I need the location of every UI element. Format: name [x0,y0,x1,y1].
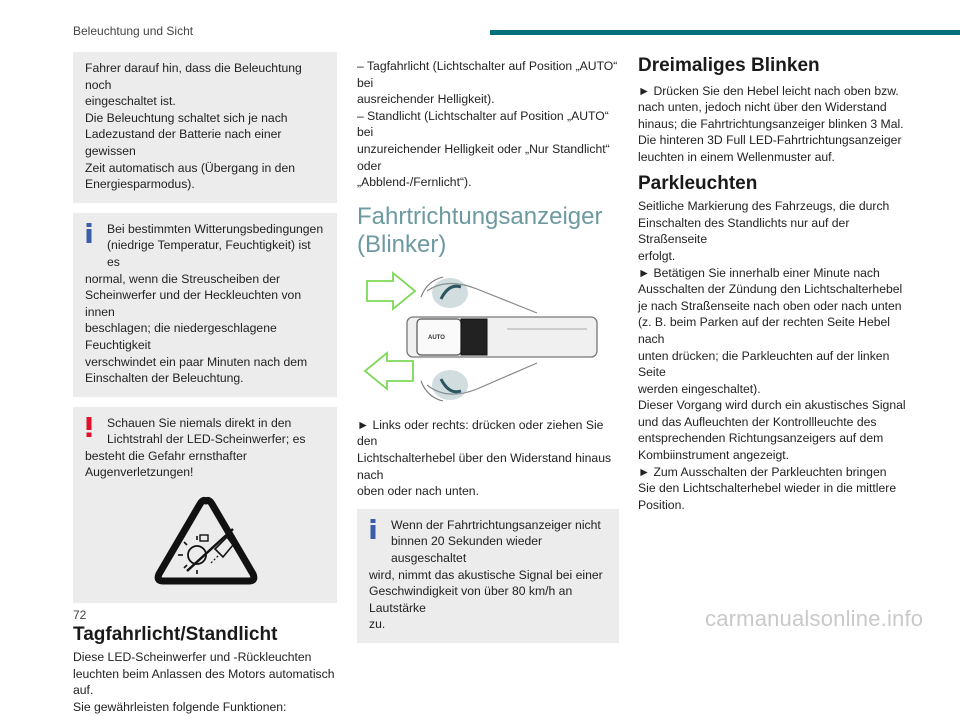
text-line: ► Links oder rechts: drücken oder ziehen Sie den [357,417,604,449]
info-box-humidity [73,213,337,397]
parking-lights-text [638,198,906,513]
text-line: Sie gewährleisten folgende Funktionen: [73,700,287,715]
light-stalk-figure [357,269,607,409]
rotate-down-indicator [432,370,468,400]
text-line: (niedrige Temperatur, Feuchtigkeit) ist es [107,238,311,269]
heading-turn-signals-line2: (Blinker) [357,230,447,258]
column-2 [357,58,619,643]
text-line: unzureichender Helligkeit oder „Nur Standlicht“ oder [357,141,610,173]
column-1 [73,52,337,716]
watermark: carmanualsonline.info [705,606,924,631]
arrow-right-icon [367,273,415,309]
text-line: zu. [369,617,386,632]
text-line: Kombiinstrument angezeigt. [638,448,790,463]
text-line: ► Drücken Sie den Hebel leicht nach oben bzw. [638,83,899,98]
header-accent-bar [490,30,960,35]
box1-text [85,60,325,193]
rotate-up-indicator [432,278,468,308]
text-line: Position. [638,497,685,512]
text-line: Zeit automatisch aus (Übergang in den [85,160,296,175]
info-icon [85,223,93,248]
led-eye-warning-pictogram [153,495,259,587]
text-line: besteht die Gefahr ernsthafter [85,448,247,463]
info-text [85,221,325,387]
warning-text [85,415,325,481]
text-line: Ladezustand der Batterie nach einer gewissen [85,127,282,158]
text-line: leuchten in einem Wellenmuster auf. [638,149,835,164]
arrow-left-icon [365,353,413,389]
text-line: Ausschalten der Zündung den Lichtschalterhebel [638,282,903,297]
text-line: Schauen Sie niemals direkt in den [107,415,292,430]
info-box-turn-signal [357,509,619,643]
light-functions-list [357,58,619,191]
text-line: Wenn der Fahrtrichtungsanzeiger nicht [391,517,601,532]
turn-signal-instruction [357,417,619,500]
warning-box-led [73,407,337,603]
text-line: Dieser Vorgang wird durch ein akustisches Signal [638,398,906,413]
text-line: ► Zum Ausschalten der Parkleuchten bringen [638,464,887,479]
continued-info-box [73,52,337,203]
text-line: Augenverletzungen! [85,465,194,480]
text-line: werden eingeschaltet). [638,381,761,396]
text-line: nach unten, jedoch nicht über den Widerstand [638,100,887,115]
text-line: – Tagfahrlicht (Lichtschalter auf Position „AUTO“ bei [357,59,618,90]
text-line: wird, nimmt das akustische Signal bei einer [369,567,603,582]
text-line: Scheinwerfer und der Heckleuchten von innen [85,288,302,319]
text-line: normal, wenn die Streuscheiben der [85,271,281,286]
text-line: beschlagen; die niedergeschlagene Feuchtigkeit [85,321,277,352]
figure-auto-label: AUTO [428,334,445,341]
text-line: Einschalten der Beleuchtung. [85,371,244,386]
text-line: leuchten beim Anlassen des Motors automatisch auf. [73,666,335,698]
text-line: Sie den Lichtschalterhebel wieder in die mittlere [638,481,897,496]
heading-triple-flash: Dreimaliges Blinken [638,55,820,76]
section-header: Beleuchtung und Sicht [73,24,194,38]
text-line: – Standlicht (Lichtschalter auf Position „AUTO“ bei [357,108,609,140]
turn-signal-info-text [369,517,607,633]
text-line: ► Betätigen Sie innerhalb einer Minute nach [638,265,880,280]
page-number: 72 [73,608,87,622]
text-line: Lichtstrahl der LED-Scheinwerfer; es [107,432,306,447]
heading-daytime-lights: Tagfahrlicht/Standlicht [73,623,278,645]
text-line: eingeschaltet ist. [85,94,176,109]
daytime-lights-text [73,649,337,715]
info-icon [369,519,377,544]
text-line: je nach Straßenseite nach oben oder nach unten [638,298,902,313]
text-line: Energiesparmodus). [85,177,195,192]
text-line: und das Aufleuchten der Kontrollleuchte des [638,414,877,429]
text-line: Geschwindigkeit von über 80 km/h an Lautstärke [369,584,573,615]
text-line: Diese LED-Scheinwerfer und -Rückleuchten [73,650,312,665]
text-line: entsprechenden Richtungsanzeigers auf dem [638,431,884,446]
text-line: hinaus; die Fahrtrichtungsanzeiger blinken 3 Mal. [638,116,904,131]
text-line: Lichtschalterhebel über den Widerstand hinaus nach [357,450,612,482]
text-line: Die hinteren 3D Full LED-Fahrtrichtungsanzeiger [638,133,902,148]
text-line: Seitliche Markierung des Fahrzeugs, die durch [638,199,890,214]
text-line: oben oder nach unten. [357,484,479,499]
warning-icon [85,417,93,442]
text-line: Einschalten des Standlichts nur auf der Straßenseite [638,215,850,247]
heading-parking-lights: Parkleuchten [638,172,758,194]
text-line: binnen 20 Sekunden wieder ausgeschaltet [391,534,543,565]
text-line: erfolgt. [638,248,676,263]
text-line: „Abblend-/Fernlicht“). [357,175,472,190]
triple-flash-text [638,83,906,166]
text-line: ausreichender Helligkeit). [357,92,495,107]
text-line: unten drücken; die Parkleuchten auf der linken Seite [638,348,890,380]
text-line: Bei bestimmten Witterungsbedingungen [107,221,324,236]
column-3 [638,55,906,513]
text-line: Die Beleuchtung schaltet sich je nach [85,110,288,125]
text-line: verschwindet ein paar Minuten nach dem [85,354,308,369]
heading-turn-signals [357,203,619,259]
heading-turn-signals-line1: Fahrtrichtungsanzeiger [357,202,603,230]
text-line: Fahrer darauf hin, dass die Beleuchtung noch [85,61,302,92]
text-line: (z. B. beim Parken auf der rechten Seite Hebel nach [638,315,891,346]
